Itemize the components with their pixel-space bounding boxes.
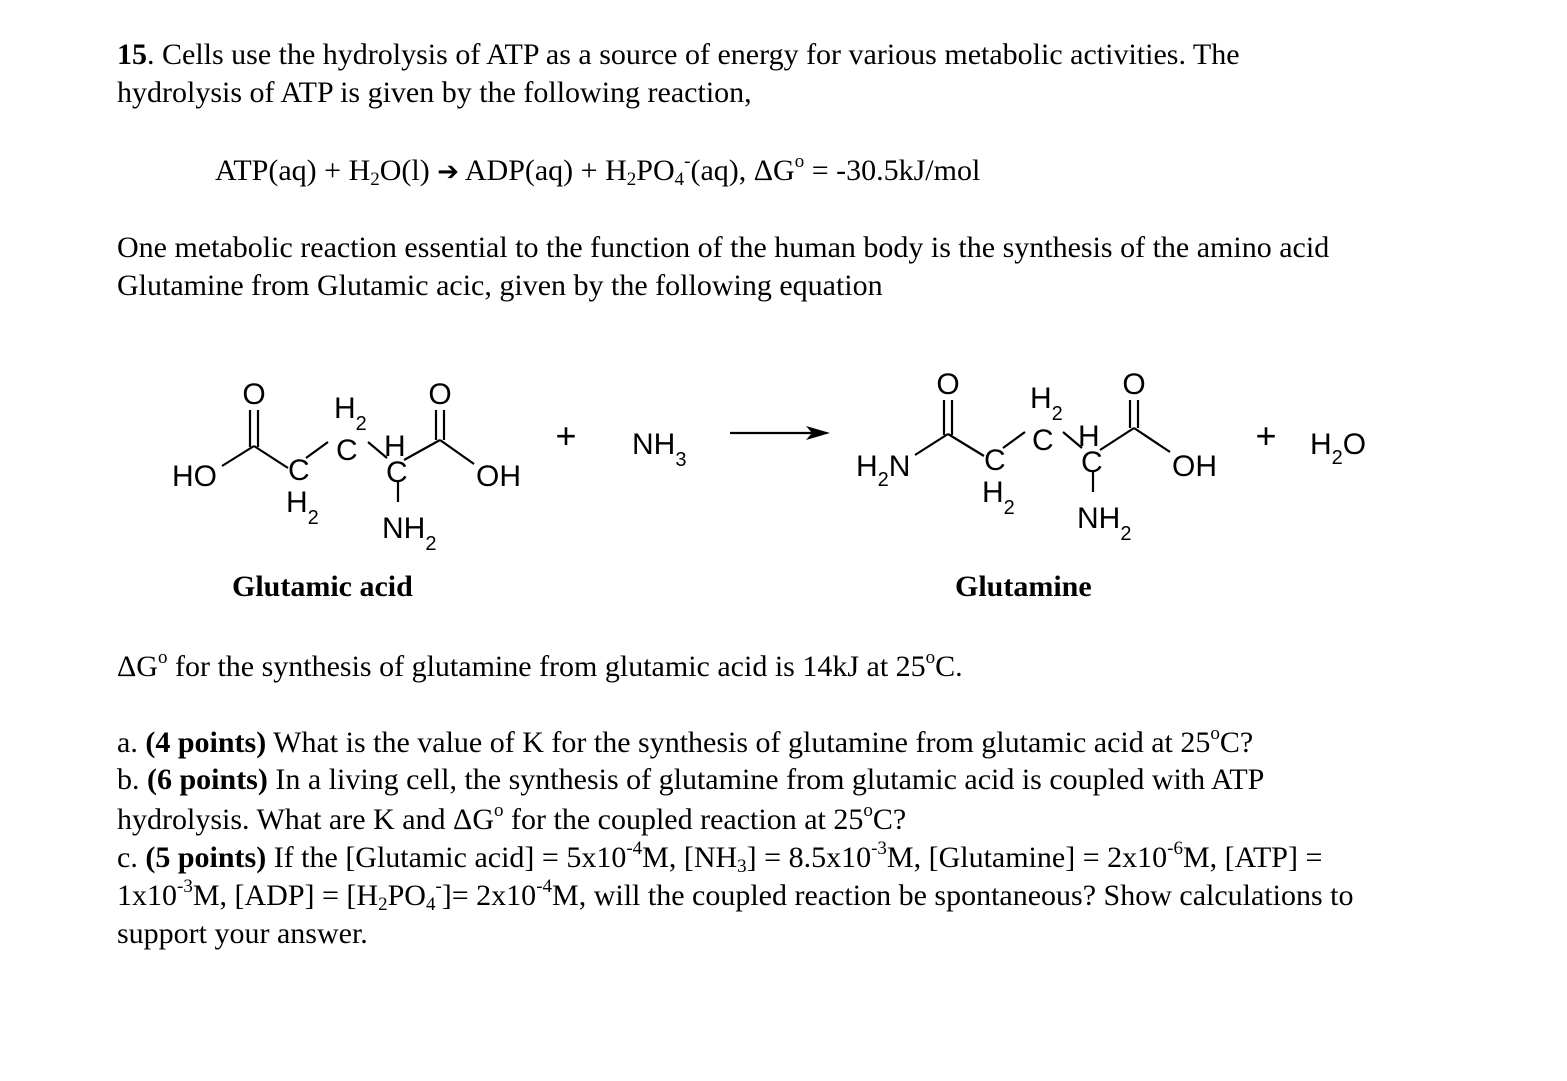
glutamic-h2-top: $H_2$ <box>334 392 367 435</box>
glutamic-c2: C <box>336 434 358 467</box>
glutamine-o1: O <box>936 368 960 401</box>
question-c-line3: support your answer. <box>117 917 368 950</box>
glutamic-c1: C <box>288 454 310 487</box>
glutamine-nh2: $NH_2$ <box>1077 502 1132 545</box>
question-c-line2: $1x10^{-3}M$, $[ADP] = [H_2PO_4^-]= 2x10^{-4}M$, will the coupled reaction be spontaneous? Show calculations to <box>117 876 1354 915</box>
glutamic-ho: HO <box>172 460 217 493</box>
glutamic-h-top: H <box>384 430 406 463</box>
glutamic-o2: O <box>428 378 452 411</box>
atp-hydrolysis-equation: $ATP(aq) + H_2O(l)$ ➔ $ADP(aq) + H_2PO_4^-(aq)$, $\Delta G^o = -30.5kJ/mol$ <box>215 151 981 190</box>
glutamine-c1: C <box>984 444 1006 477</box>
glutamic-oh: OH <box>476 460 521 493</box>
question-a: a. (4 points) What is the value of K for the synthesis of glutamine from glutamic acid at 25$^o$C? <box>117 723 1254 759</box>
paragraph2-line1: One metabolic reaction essential to the function of the human body is the synthesis of the amino acid <box>117 231 1330 264</box>
reaction-arrow-icon: ➔ <box>437 157 460 187</box>
glutamine-h2-bottom: $H_2$ <box>982 476 1015 519</box>
glutamic-h2-bottom: $H_2$ <box>286 486 319 529</box>
paragraph2-line2: Glutamine from Glutamic acic, given by the following equation <box>117 269 883 302</box>
caption-glutamine: Glutamine <box>955 570 1092 603</box>
problem-intro-line1: 15. Cells use the hydrolysis of ATP as a source of energy for various metabolic activities. The <box>117 38 1240 71</box>
glutamic-o1: O <box>242 378 266 411</box>
glutamine-h-top: H <box>1078 420 1100 453</box>
question-b-line1: b. (6 points) In a living cell, the synthesis of glutamine from glutamic acid is coupled with ATP <box>117 763 1265 796</box>
glutamine-c2: C <box>1032 424 1054 457</box>
glutamine-synthesis-scheme <box>0 360 1567 580</box>
glutamine-oh: OH <box>1172 450 1217 483</box>
question-b-line2: hydrolysis. What are K and $\Delta G^o$ for the coupled reaction at 25$^o$C? <box>117 800 907 836</box>
glutamic-nh2: $NH_2$ <box>382 512 437 555</box>
glutamine-h2n: $H_2N$ <box>856 450 911 491</box>
water: $H_2O$ <box>1310 428 1367 469</box>
glutamic-c3: C <box>386 456 408 489</box>
plus-sign-2: + <box>1255 415 1277 456</box>
glutamine-o2: O <box>1122 368 1146 401</box>
problem-intro-line2: hydrolysis of ATP is given by the following reaction, <box>117 76 752 109</box>
delta-g-statement: $\Delta G^o$ for the synthesis of glutamine from glutamic acid is 14kJ at 25$^o$C. <box>117 647 963 683</box>
question-c-line1: c. (5 points) If the [Glutamic acid] = $5x10^{-4}M$, $[NH_3] = 8.5x10^{-3}M$, [Glutamine] = $2x10^{-6}M$, [ATP] = <box>117 838 1323 877</box>
problem-number: 15 <box>117 38 147 71</box>
ammonia: $NH_3$ <box>632 428 687 471</box>
plus-sign-1: + <box>555 415 577 456</box>
caption-glutamic-acid: Glutamic acid <box>232 570 413 603</box>
glutamine-h2-top: $H_2$ <box>1030 382 1063 425</box>
glutamine-c3: C <box>1081 446 1103 479</box>
